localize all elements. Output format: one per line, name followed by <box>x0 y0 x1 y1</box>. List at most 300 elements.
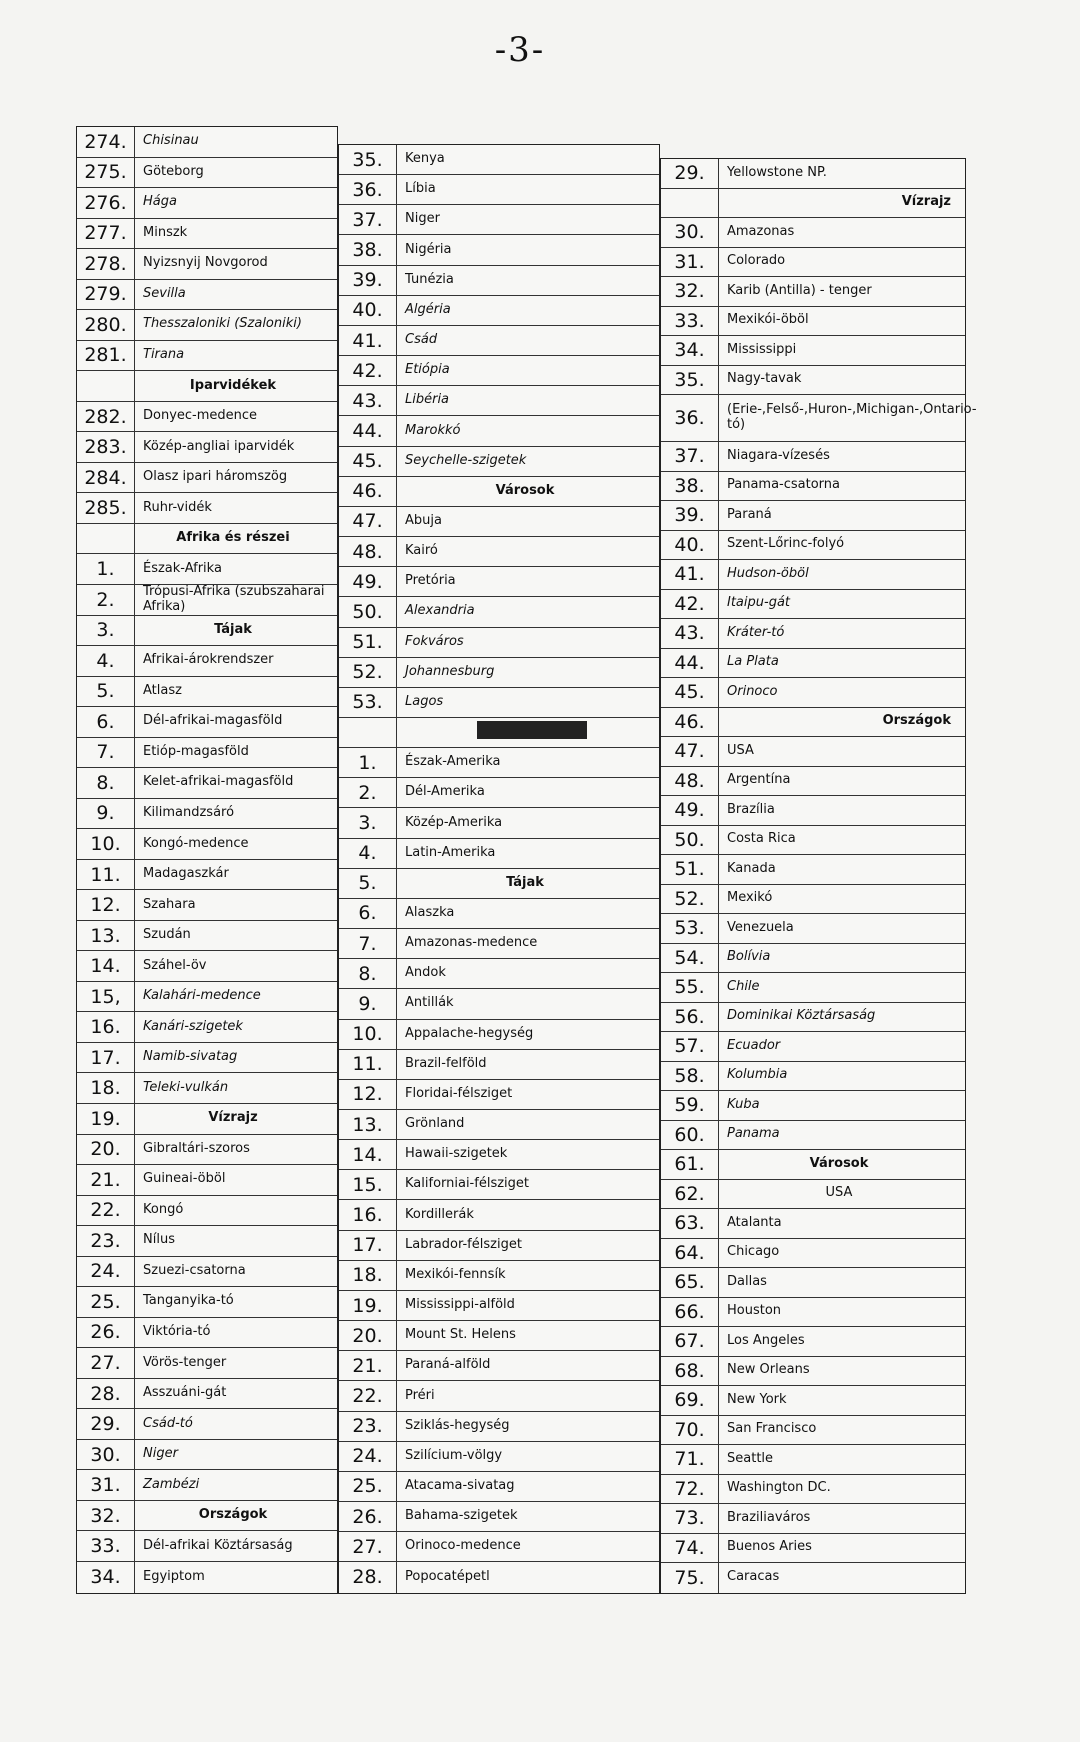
row-number: 34. <box>77 1562 135 1593</box>
table-row <box>661 590 965 620</box>
place-name: Közép-angliai iparvidék <box>143 438 295 454</box>
row-number: 72. <box>661 1475 719 1504</box>
table-row <box>339 1261 659 1291</box>
row-number: 279. <box>77 280 135 310</box>
table-row <box>339 1532 659 1562</box>
row-number: 19. <box>339 1291 397 1320</box>
row-number: 9. <box>339 989 397 1018</box>
table-row <box>339 1351 659 1381</box>
table-row <box>661 307 965 337</box>
table-row <box>661 1239 965 1269</box>
table-row <box>77 921 337 952</box>
row-number: 49. <box>339 567 397 596</box>
section-header: Afrika és részei <box>176 530 290 546</box>
column-middle <box>338 144 660 1594</box>
row-number: 3. <box>339 808 397 837</box>
table-row <box>77 1135 337 1166</box>
row-number: 42. <box>661 590 719 619</box>
row-number: 64. <box>661 1239 719 1268</box>
table-row <box>339 1381 659 1411</box>
place-name: Niger <box>143 1446 178 1462</box>
row-number: 50. <box>339 597 397 626</box>
place-name: Dél-Amerika <box>405 784 485 800</box>
table-row <box>339 778 659 808</box>
row-number: 51. <box>339 628 397 657</box>
row-number: 41. <box>661 560 719 589</box>
row-number: 276. <box>77 188 135 218</box>
table-row <box>661 619 965 649</box>
place-name: Chisinau <box>143 133 199 149</box>
table-row <box>77 280 337 311</box>
place-name: Ecuador <box>727 1037 781 1053</box>
row-number: 42. <box>339 356 397 385</box>
table-row <box>339 1020 659 1050</box>
place-name: Latin-Amerika <box>405 844 496 860</box>
table-row <box>661 1475 965 1505</box>
row-number: 35. <box>339 145 397 174</box>
place-name: Atalanta <box>727 1214 782 1230</box>
row-number: 37. <box>339 205 397 234</box>
table-row <box>77 829 337 860</box>
place-name: Kongó-medence <box>143 835 249 851</box>
row-number: 56. <box>661 1003 719 1032</box>
place-name: Argentína <box>727 772 791 788</box>
place-name: Bolívia <box>727 949 771 965</box>
table-row <box>77 677 337 708</box>
section-header-row <box>661 189 965 219</box>
table-row <box>339 1200 659 1230</box>
place-name: Teleki-vulkán <box>143 1079 229 1095</box>
table-row <box>339 416 659 446</box>
place-name: Dallas <box>727 1273 767 1289</box>
place-name: New York <box>727 1391 787 1407</box>
table-row <box>661 1563 965 1593</box>
place-name: Kanári-szigetek <box>143 1018 243 1034</box>
place-name: Grönland <box>405 1116 465 1132</box>
row-number: 25. <box>339 1472 397 1501</box>
table-row <box>661 1327 965 1357</box>
row-number: 55. <box>661 973 719 1002</box>
table-row <box>661 395 977 442</box>
place-name: Brazília <box>727 801 775 817</box>
section-header-row <box>77 371 337 402</box>
place-name: Afrikai-árokrendszer <box>143 652 274 668</box>
place-name: Kairó <box>405 543 438 559</box>
table-row <box>77 1012 337 1043</box>
row-number: 5. <box>339 869 397 898</box>
place-name: USA <box>727 742 754 758</box>
table-row <box>661 1268 965 1298</box>
row-number: 44. <box>339 416 397 445</box>
row-number: 16. <box>339 1200 397 1229</box>
place-name: Vörös-tenger <box>143 1354 227 1370</box>
table-row <box>339 658 659 688</box>
row-number: 54. <box>661 944 719 973</box>
table-row <box>77 860 337 891</box>
table-row <box>339 537 659 567</box>
section-header: Tájak <box>214 621 252 637</box>
section-header-row <box>77 616 337 647</box>
row-number: 60. <box>661 1121 719 1150</box>
row-number <box>77 371 135 401</box>
row-number: 6. <box>77 707 135 737</box>
table-row <box>339 688 659 718</box>
table-row <box>339 1291 659 1321</box>
section-header: Országok <box>198 1507 268 1523</box>
row-number: 17. <box>339 1231 397 1260</box>
table-row <box>661 914 965 944</box>
page-number: -3- <box>494 30 546 70</box>
table-row <box>339 748 659 778</box>
row-number: 40. <box>661 531 719 560</box>
place-name: Gibraltári-szoros <box>143 1140 250 1156</box>
section-header: Vízrajz <box>901 194 951 210</box>
section-header: Iparvidékek <box>189 377 277 393</box>
row-number: 45. <box>339 447 397 476</box>
table-row <box>661 1091 965 1121</box>
place-name: Mississippi-alföld <box>405 1297 515 1313</box>
place-name: Andok <box>405 965 446 981</box>
place-name: Algéria <box>405 301 451 317</box>
row-number: 274. <box>77 127 135 157</box>
place-name: Kordillerák <box>405 1206 474 1222</box>
section-header: Országok <box>882 713 951 729</box>
section-header: Vízrajz <box>208 1110 258 1126</box>
place-name: Kaliforniai-félsziget <box>405 1176 529 1192</box>
table-row <box>77 554 337 585</box>
row-number: 278. <box>77 249 135 279</box>
place-name: Chile <box>727 978 760 994</box>
place-name: Appalache-hegység <box>405 1025 534 1041</box>
table-row <box>661 1416 965 1446</box>
section-header-row <box>77 524 337 555</box>
place-name: Szent-Lőrinc-folyó <box>727 536 845 552</box>
row-number: 281. <box>77 341 135 371</box>
row-number: 31. <box>77 1470 135 1500</box>
row-number: 28. <box>77 1379 135 1409</box>
table-row <box>77 158 337 189</box>
row-number: 285. <box>77 493 135 523</box>
place-name: Hudson-öböl <box>727 565 809 581</box>
place-name: Abuja <box>405 512 442 528</box>
row-number: 48. <box>661 767 719 796</box>
table-row <box>77 463 337 494</box>
row-number: 44. <box>661 649 719 678</box>
column-left <box>76 126 338 1594</box>
place-name: Nagy-tavak <box>727 371 802 387</box>
row-number <box>661 189 719 218</box>
table-row <box>661 737 965 767</box>
row-number: 46. <box>339 477 397 506</box>
section-header: Városok <box>495 482 555 498</box>
table-row <box>77 1440 337 1471</box>
place-name: Közép-Amerika <box>405 814 503 830</box>
place-name: Mexikó <box>727 890 773 906</box>
place-name: Mount St. Helens <box>405 1327 516 1343</box>
row-number: 32. <box>77 1501 135 1531</box>
row-number: 43. <box>661 619 719 648</box>
place-name: Libéria <box>405 392 450 408</box>
row-number: 8. <box>77 768 135 798</box>
row-number <box>339 718 397 747</box>
row-number: 23. <box>77 1226 135 1256</box>
place-name: Orinoco <box>727 683 778 699</box>
table-row <box>339 356 659 386</box>
place-name: Nyizsnyij Novgorod <box>143 255 268 271</box>
place-name: Alaszka <box>405 905 455 921</box>
place-name: Líbia <box>405 181 436 197</box>
row-number: 50. <box>661 826 719 855</box>
table-row <box>661 248 965 278</box>
row-number: 67. <box>661 1327 719 1356</box>
place-name: Karib (Antilla) - tenger <box>727 282 872 298</box>
table-row <box>77 432 337 463</box>
table-row <box>339 386 659 416</box>
place-name: Caracas <box>727 1569 780 1585</box>
place-name: Lagos <box>405 693 444 709</box>
row-number: 63. <box>661 1209 719 1238</box>
place-name: Guineai-öböl <box>143 1171 226 1187</box>
table-row <box>661 366 965 396</box>
place-name: San Francisco <box>727 1421 817 1437</box>
place-name: Észak-Amerika <box>405 754 501 770</box>
row-number: 1. <box>339 748 397 777</box>
row-number: 19. <box>77 1104 135 1134</box>
place-name: Itaipu-gát <box>727 595 791 611</box>
row-number: 35. <box>661 366 719 395</box>
place-name: Kolumbia <box>727 1067 788 1083</box>
row-number: 24. <box>77 1257 135 1287</box>
row-number: 20. <box>339 1321 397 1350</box>
row-number: 4. <box>339 839 397 868</box>
row-number: 46. <box>661 708 719 737</box>
place-name: La Plata <box>727 654 779 670</box>
row-number: 11. <box>77 860 135 890</box>
table-row <box>661 1386 965 1416</box>
table-row <box>77 646 337 677</box>
redacted-block <box>477 721 587 739</box>
row-number: 61. <box>661 1150 719 1179</box>
row-number: 48. <box>339 537 397 566</box>
row-number: 29. <box>77 1409 135 1439</box>
row-number: 14. <box>339 1140 397 1169</box>
row-number: 53. <box>661 914 719 943</box>
place-name: Tanganyika-tó <box>143 1293 234 1309</box>
table-row <box>661 336 965 366</box>
section-header-row <box>339 477 659 507</box>
place-name: Amazonas-medence <box>405 935 538 951</box>
table-row <box>339 1050 659 1080</box>
table-row <box>77 799 337 830</box>
place-name: Asszuáni-gát <box>143 1385 227 1401</box>
place-name: Olasz ipari háromszög <box>143 469 288 485</box>
table-row <box>661 885 965 915</box>
place-name: Etióp-magasföld <box>143 743 249 759</box>
place-name: Észak-Afrika <box>143 560 222 576</box>
row-number: 12. <box>339 1080 397 1109</box>
row-number: 20. <box>77 1135 135 1165</box>
section-header: Tájak <box>506 874 544 890</box>
place-name: Madagaszkár <box>143 866 229 882</box>
place-name: Thesszaloniki (Szaloniki) <box>143 316 302 332</box>
row-number: 284. <box>77 463 135 493</box>
table-row <box>339 1321 659 1351</box>
row-number: 21. <box>77 1165 135 1195</box>
section-header-row <box>77 1104 337 1135</box>
place-name: Szilícium-völgy <box>405 1447 503 1463</box>
section-header-row <box>77 1501 337 1532</box>
table-row <box>339 597 659 627</box>
table-row <box>77 951 337 982</box>
table-row <box>661 1504 965 1534</box>
table-row <box>339 1110 659 1140</box>
row-number: 58. <box>661 1062 719 1091</box>
table-row <box>77 768 337 799</box>
place-name: Namib-sivatag <box>143 1049 238 1065</box>
row-number: 52. <box>339 658 397 687</box>
row-number: 36. <box>661 395 719 441</box>
table-row <box>661 159 965 189</box>
place-name: Atlasz <box>143 682 182 698</box>
row-number: 66. <box>661 1298 719 1327</box>
table-row <box>77 341 337 372</box>
table-row <box>339 899 659 929</box>
table-row <box>661 796 965 826</box>
table-row <box>77 585 337 616</box>
place-name: Panama <box>727 1126 780 1142</box>
place-name: Trópusi-Afrika (szubszaharai Afrika) <box>143 583 325 614</box>
row-number: 26. <box>77 1318 135 1348</box>
table-row <box>661 442 965 472</box>
place-name: Niger <box>405 211 440 227</box>
table-row <box>77 1318 337 1349</box>
row-number: 16. <box>77 1012 135 1042</box>
row-number: 34. <box>661 336 719 365</box>
row-number: 22. <box>77 1196 135 1226</box>
row-number: 38. <box>339 235 397 264</box>
row-number: 11. <box>339 1050 397 1079</box>
table-row <box>661 560 965 590</box>
row-number: 70. <box>661 1416 719 1445</box>
place-name: Etiópia <box>405 362 450 378</box>
table-row <box>77 1287 337 1318</box>
place-name: Szuezi-csatorna <box>143 1262 246 1278</box>
place-name: Mexikói-fennsík <box>405 1266 506 1282</box>
place-name: Kongó <box>143 1201 184 1217</box>
row-number: 282. <box>77 402 135 432</box>
row-number: 2. <box>77 585 135 615</box>
row-number: 71. <box>661 1445 719 1474</box>
section-header-row <box>661 1180 965 1210</box>
row-number: 32. <box>661 277 719 306</box>
row-number: 45. <box>661 678 719 707</box>
row-number: 15, <box>77 982 135 1012</box>
place-name: Kráter-tó <box>727 624 785 640</box>
place-name: Kanada <box>727 860 776 876</box>
table-row <box>661 501 965 531</box>
row-number: 57. <box>661 1032 719 1061</box>
row-number: 75. <box>661 1563 719 1593</box>
row-number: 27. <box>339 1532 397 1561</box>
table-row <box>661 1445 965 1475</box>
place-name: Szahara <box>143 896 196 912</box>
table-row <box>339 235 659 265</box>
table-row <box>77 707 337 738</box>
place-name: Dél-afrikai Köztársaság <box>143 1537 293 1553</box>
table-row <box>77 1562 337 1593</box>
table-row <box>661 531 965 561</box>
table-row <box>661 855 965 885</box>
row-number: 275. <box>77 158 135 188</box>
table-row <box>661 767 965 797</box>
table-row <box>77 890 337 921</box>
row-number: 21. <box>339 1351 397 1380</box>
row-number: 10. <box>77 829 135 859</box>
section-header: USA <box>825 1185 853 1201</box>
place-name: Nigéria <box>405 241 452 257</box>
place-name: Tirana <box>143 347 185 363</box>
place-name: Colorado <box>727 253 786 269</box>
section-header-row <box>339 869 659 899</box>
row-number: 31. <box>661 248 719 277</box>
table-row <box>77 249 337 280</box>
row-number: 15. <box>339 1170 397 1199</box>
place-name: Kelet-afrikai-magasföld <box>143 774 294 790</box>
place-name: Dél-afrikai-magasföld <box>143 713 283 729</box>
table-row <box>661 1121 965 1151</box>
row-number: 3. <box>77 616 135 646</box>
table-row <box>339 808 659 838</box>
table-row <box>339 718 659 748</box>
row-number: 74. <box>661 1534 719 1563</box>
row-number: 36. <box>339 175 397 204</box>
table-row <box>661 1209 965 1239</box>
row-number: 49. <box>661 796 719 825</box>
row-number: 39. <box>661 501 719 530</box>
place-name: Préri <box>405 1387 435 1403</box>
table-row <box>77 127 337 158</box>
place-name: Washington DC. <box>727 1480 831 1496</box>
place-name: Los Angeles <box>727 1332 805 1348</box>
table-row <box>77 738 337 769</box>
place-name: Costa Rica <box>727 831 796 847</box>
place-name: Hága <box>143 194 177 210</box>
table-row <box>77 1165 337 1196</box>
table-row <box>661 826 965 856</box>
row-number: 1. <box>77 554 135 584</box>
row-number: 30. <box>661 218 719 247</box>
row-number <box>77 524 135 554</box>
table-row <box>77 1257 337 1288</box>
place-name: Venezuela <box>727 919 794 935</box>
row-number: 18. <box>77 1073 135 1103</box>
section-header-row <box>661 708 965 738</box>
table-row <box>661 1003 965 1033</box>
place-name: Niagara-vízesés <box>727 447 830 463</box>
table-row <box>339 326 659 356</box>
row-number: 33. <box>77 1531 135 1561</box>
row-number: 59. <box>661 1091 719 1120</box>
table-row <box>661 1032 965 1062</box>
row-number: 69. <box>661 1386 719 1415</box>
table-row <box>661 678 965 708</box>
row-number: 29. <box>661 159 719 188</box>
place-name: Braziliaváros <box>727 1509 811 1525</box>
table-row <box>339 839 659 869</box>
column-right <box>660 158 977 1594</box>
row-number: 30. <box>77 1440 135 1470</box>
place-name: Marokkó <box>405 422 461 438</box>
